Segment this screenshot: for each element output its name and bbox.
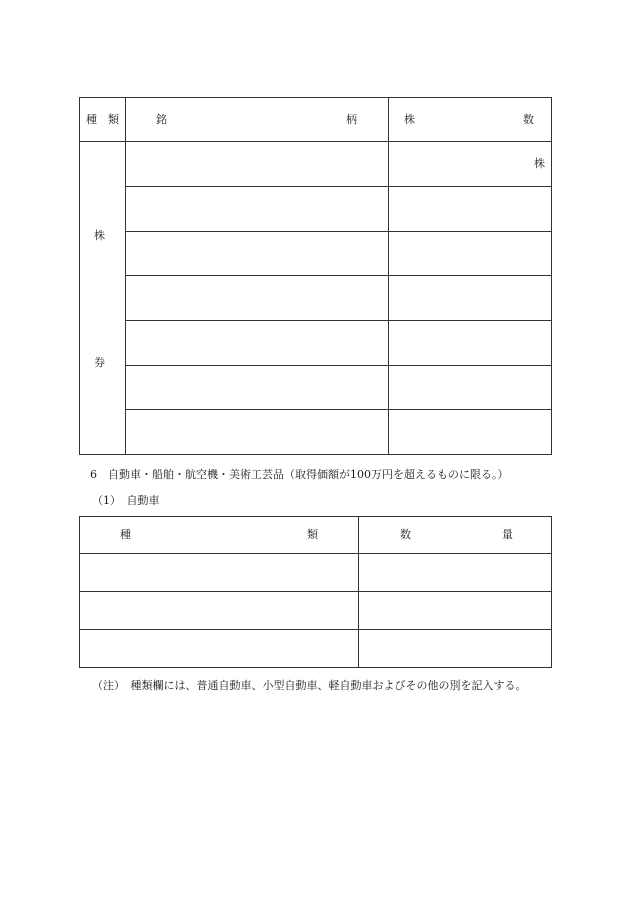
brand-cell[interactable] — [126, 187, 388, 231]
shares-cell[interactable] — [389, 187, 551, 231]
category-label-char2: 券 — [94, 356, 105, 369]
header-brand-char2: 柄 — [346, 113, 357, 126]
brand-cell[interactable] — [126, 321, 388, 365]
brand-cell[interactable] — [126, 276, 388, 320]
shares-cell[interactable] — [389, 410, 551, 454]
vehicle-type-cell[interactable] — [80, 630, 358, 667]
header-quantity-char1: 数 — [400, 528, 411, 541]
table-border-right — [551, 516, 552, 668]
header-shares-char1: 株 — [404, 113, 415, 126]
header-type-char2: 類 — [108, 113, 119, 126]
section-6-1-heading: （1） 自動車 — [92, 494, 160, 507]
table-border-right — [551, 97, 552, 455]
header-type-char1: 種 — [86, 113, 97, 126]
table-border-bottom — [79, 667, 552, 668]
header-type-char2: 類 — [307, 528, 318, 541]
shares-cell[interactable] — [389, 232, 551, 275]
section-6-heading: 6 自動車・船舶・航空機・美術工芸品（取得価額が100万円を超えるものに限る。） — [90, 468, 509, 481]
table-border-left — [79, 97, 80, 455]
brand-cell[interactable] — [126, 232, 388, 275]
shares-unit-label: 株 — [534, 157, 545, 170]
vehicle-quantity-cell[interactable] — [359, 630, 551, 667]
shares-cell[interactable] — [389, 276, 551, 320]
note-text: （注） 種類欄には、普通自動車、小型自動車、軽自動車およびその他の別を記入する。 — [92, 679, 527, 692]
table-border-bottom — [79, 454, 552, 455]
shares-cell[interactable] — [389, 366, 551, 409]
shares-cell[interactable] — [389, 142, 551, 186]
brand-cell[interactable] — [126, 410, 388, 454]
brand-cell[interactable] — [126, 366, 388, 409]
header-quantity-char2: 量 — [502, 528, 513, 541]
category-label-char1: 株 — [94, 229, 105, 242]
vehicle-quantity-cell[interactable] — [359, 592, 551, 629]
header-type-char1: 種 — [120, 528, 131, 541]
vehicle-type-cell[interactable] — [80, 554, 358, 591]
table-border-top — [79, 516, 552, 517]
shares-cell[interactable] — [389, 321, 551, 365]
brand-cell[interactable] — [126, 142, 388, 186]
header-shares-char2: 数 — [523, 113, 534, 126]
vehicle-type-cell[interactable] — [80, 592, 358, 629]
table-border-top — [79, 97, 552, 98]
vehicle-quantity-cell[interactable] — [359, 554, 551, 591]
header-brand-char1: 銘 — [156, 113, 167, 126]
